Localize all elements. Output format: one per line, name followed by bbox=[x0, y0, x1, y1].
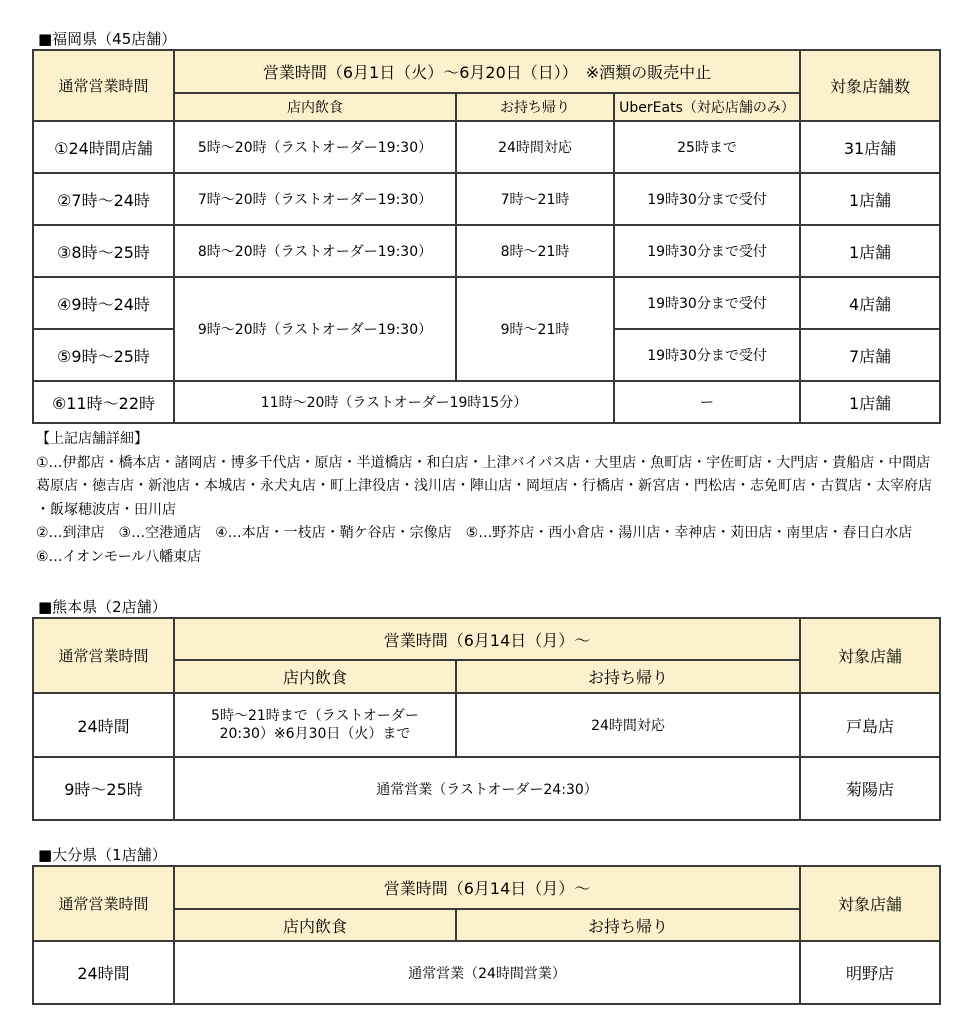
normal-hours-cell: ⑤9時～25時 bbox=[33, 329, 174, 381]
normal-hours-cell: ④9時～24時 bbox=[33, 277, 174, 329]
store-count-cell: 1店舗 bbox=[800, 173, 940, 225]
store-details-heading: 【上記店舗詳細】 bbox=[36, 431, 148, 447]
store-cell: 戸島店 bbox=[800, 693, 940, 757]
table-row bbox=[33, 121, 940, 173]
ubereats-cell: 19時30分まで受付 bbox=[614, 277, 800, 329]
store-details-line: 葛原店・徳吉店・新池店・本城店・永犬丸店・町上津役店・浅川店・陣山店・岡垣店・行橋店・新宮店・門松店・志免町店・古賀店・太宰府店 bbox=[36, 478, 932, 494]
header-ubereats: UberEats（対応店舗のみ） bbox=[614, 93, 800, 121]
ubereats-cell: 19時30分まで受付 bbox=[614, 329, 800, 381]
header-business-hours: 営業時間（6月14日（月）～ bbox=[174, 618, 800, 660]
header-dine-in: 店内飲食 bbox=[174, 93, 456, 121]
header-store: 対象店舗 bbox=[800, 866, 940, 941]
header-takeout: お持ち帰り bbox=[456, 660, 800, 693]
table-row bbox=[33, 173, 940, 225]
dine-in-takeout-cell: 11時～20時（ラストオーダー19時15分） bbox=[174, 381, 614, 423]
normal-hours-cell: 24時間 bbox=[33, 693, 174, 757]
table-row bbox=[33, 693, 940, 757]
table-row bbox=[33, 757, 940, 820]
header-takeout: お持ち帰り bbox=[456, 93, 614, 121]
fukuoka-section-title: ■福岡県（45店舗） bbox=[38, 30, 177, 48]
oita-section-title: ■大分県（1店舗） bbox=[38, 846, 167, 864]
store-details-line: ②…到津店 ③…空港通店 ④…本店・一枝店・鞘ケ谷店・宗像店 ⑤…野芥店・西小倉店・湯川店・幸神店・苅田店・南里店・春日白水店 bbox=[36, 525, 913, 541]
dine-in-cell: 9時～20時（ラストオーダー19:30） bbox=[174, 277, 456, 381]
dine-in-cell: 8時～20時（ラストオーダー19:30） bbox=[174, 225, 456, 277]
ubereats-cell: ー bbox=[614, 381, 800, 423]
takeout-cell: 7時～21時 bbox=[456, 173, 614, 225]
kumamoto-hours-table bbox=[32, 617, 941, 821]
table-row bbox=[33, 277, 940, 329]
header-store-count: 対象店舗数 bbox=[800, 50, 940, 121]
dine-in-note-line: 20:30）※6月30日（火）まで bbox=[219, 726, 411, 742]
header-dine-in: 店内飲食 bbox=[174, 660, 456, 693]
store-count-cell: 7店舗 bbox=[800, 329, 940, 381]
dine-in-cell: 5時～20時（ラストオーダー19:30） bbox=[174, 121, 456, 173]
store-details bbox=[36, 428, 946, 569]
dine-in-takeout-cell: 通常営業（ラストオーダー24:30） bbox=[174, 757, 800, 820]
ubereats-cell: 25時まで bbox=[614, 121, 800, 173]
store-count-cell: 4店舗 bbox=[800, 277, 940, 329]
fukuoka-hours-table bbox=[32, 49, 941, 424]
oita-hours-table bbox=[32, 865, 941, 1005]
store-cell: 菊陽店 bbox=[800, 757, 940, 820]
header-business-hours: 営業時間（6月1日（火）～6月20日（日）） ※酒類の販売中止 bbox=[174, 50, 800, 93]
table-row bbox=[33, 941, 940, 1004]
takeout-cell: 24時間対応 bbox=[456, 121, 614, 173]
normal-hours-cell: ①24時間店舗 bbox=[33, 121, 174, 173]
store-details-line: ・飯塚穂波店・田川店 bbox=[36, 501, 176, 518]
header-dine-in: 店内飲食 bbox=[174, 909, 456, 941]
store-details-line: ⑥…イオンモール八幡東店 bbox=[36, 548, 202, 565]
dine-in-note-line: 5時～21時まで（ラストオーダー bbox=[211, 708, 419, 724]
header-normal-hours: 通常営業時間 bbox=[33, 618, 174, 693]
header-normal-hours: 通常営業時間 bbox=[33, 866, 174, 941]
header-takeout: お持ち帰り bbox=[456, 909, 800, 941]
header-normal-hours: 通常営業時間 bbox=[33, 50, 174, 121]
header-store: 対象店舗 bbox=[800, 618, 940, 693]
normal-hours-cell: 9時～25時 bbox=[33, 757, 174, 820]
table-row bbox=[33, 225, 940, 277]
dine-in-takeout-cell: 通常営業（24時間営業） bbox=[174, 941, 800, 1004]
store-details-line: ①…伊都店・橋本店・諸岡店・博多千代店・原店・半道橋店・和白店・上津バイパス店・大里店・魚町店・宇佐町店・大門店・貴船店・中間店 bbox=[36, 454, 931, 471]
normal-hours-cell: ②7時～24時 bbox=[33, 173, 174, 225]
ubereats-cell: 19時30分まで受付 bbox=[614, 225, 800, 277]
kumamoto-section-title: ■熊本県（2店舗） bbox=[38, 598, 167, 616]
store-count-cell: 1店舗 bbox=[800, 381, 940, 423]
store-count-cell: 1店舗 bbox=[800, 225, 940, 277]
store-count-cell: 31店舗 bbox=[800, 121, 940, 173]
dine-in-cell: 7時～20時（ラストオーダー19:30） bbox=[174, 173, 456, 225]
takeout-cell: 8時～21時 bbox=[456, 225, 614, 277]
normal-hours-cell: 24時間 bbox=[33, 941, 174, 1004]
dine-in-cell bbox=[174, 693, 456, 757]
store-cell: 明野店 bbox=[800, 941, 940, 1004]
takeout-cell: 9時～21時 bbox=[456, 277, 614, 381]
normal-hours-cell: ③8時～25時 bbox=[33, 225, 174, 277]
normal-hours-cell: ⑥11時～22時 bbox=[33, 381, 174, 423]
table-row bbox=[33, 381, 940, 423]
takeout-cell: 24時間対応 bbox=[456, 693, 800, 757]
ubereats-cell: 19時30分まで受付 bbox=[614, 173, 800, 225]
header-business-hours: 営業時間（6月14日（月）～ bbox=[174, 866, 800, 909]
